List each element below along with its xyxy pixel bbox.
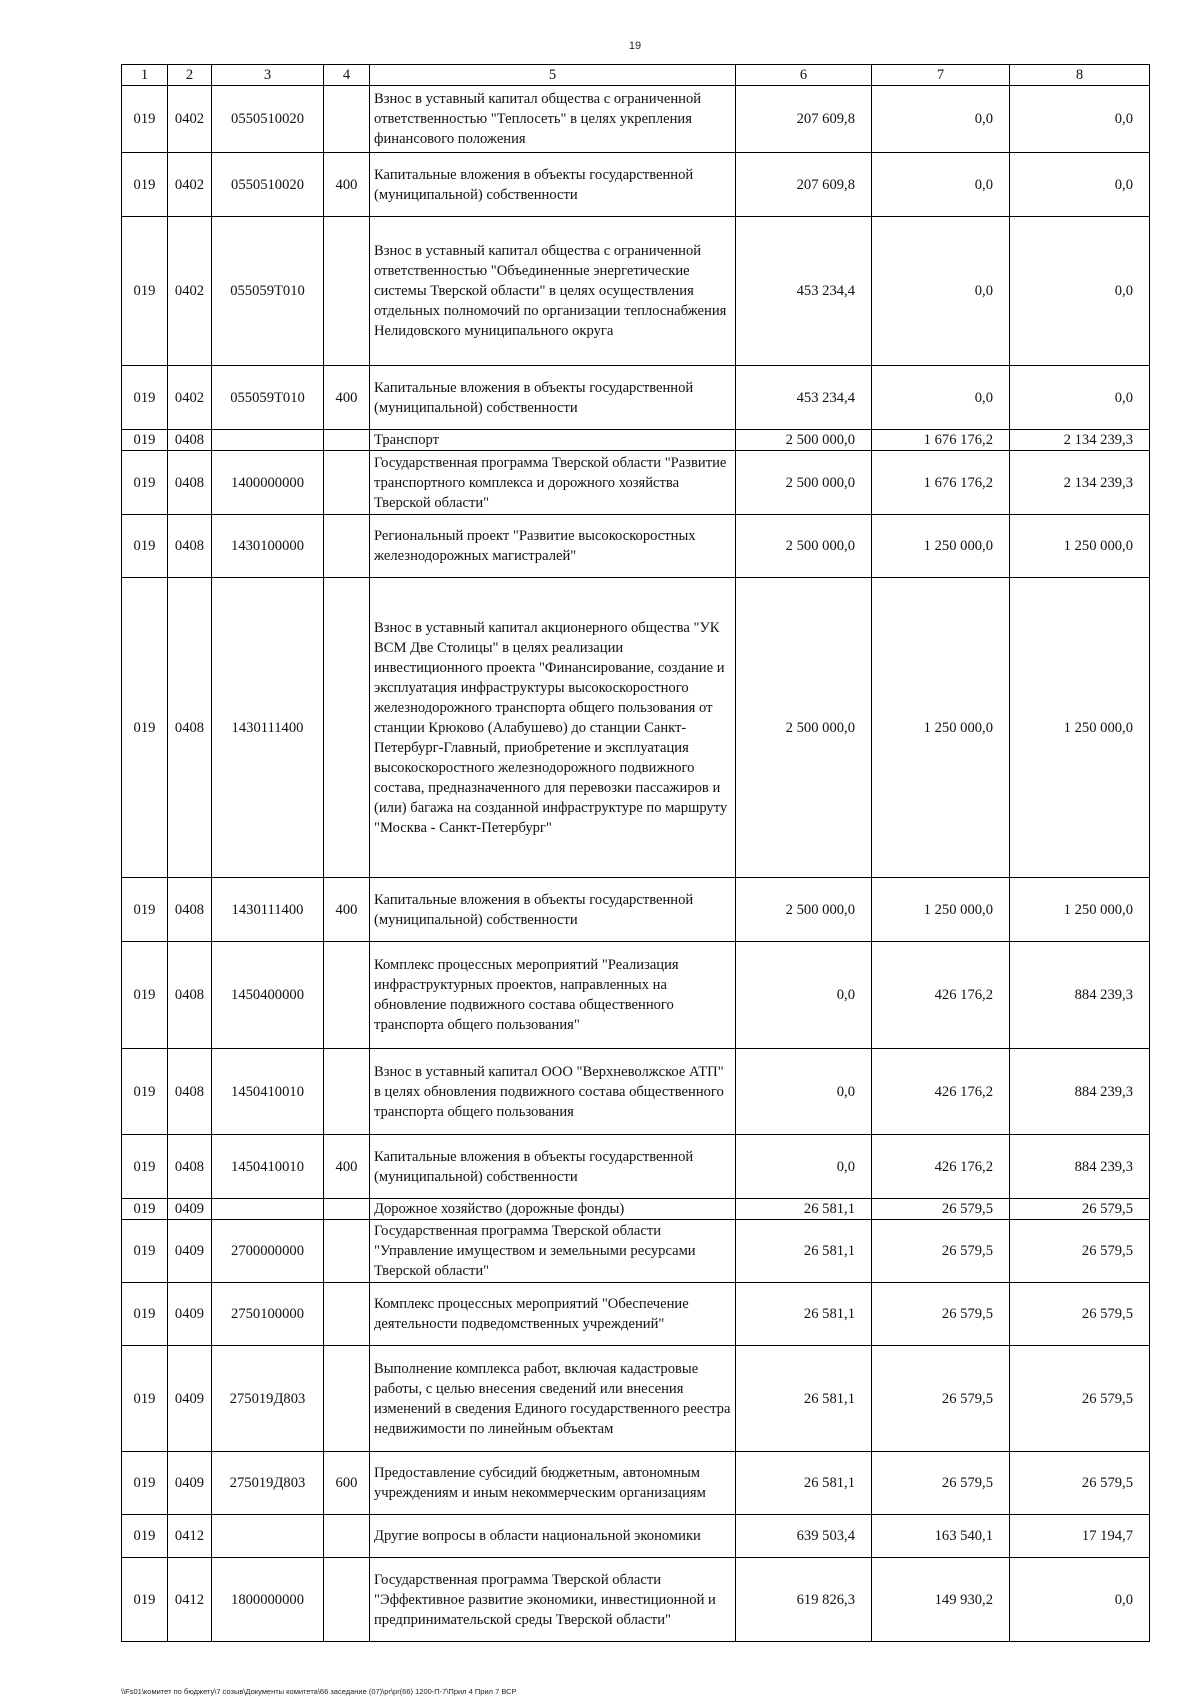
item-name-cell: Капитальные вложения в объекты государственной (муниципальной) собственности <box>370 153 736 217</box>
amount-cell: 453 234,4 <box>736 217 872 366</box>
amount-cell: 2 500 000,0 <box>736 430 872 451</box>
target-item-cell: 055059Т010 <box>212 217 324 366</box>
column-header: 3 <box>212 65 324 86</box>
amount-cell: 453 234,4 <box>736 366 872 430</box>
expense-type-cell <box>324 942 370 1049</box>
amount-cell: 163 540,1 <box>872 1515 1010 1558</box>
target-item-cell <box>212 1199 324 1220</box>
expense-type-cell: 400 <box>324 366 370 430</box>
expense-type-cell <box>324 1515 370 1558</box>
table-row <box>122 1199 1150 1220</box>
expense-type-cell: 400 <box>324 1135 370 1199</box>
column-header: 7 <box>872 65 1010 86</box>
amount-cell: 884 239,3 <box>1010 1135 1150 1199</box>
column-header: 2 <box>168 65 212 86</box>
column-header-row <box>122 65 1150 86</box>
section-code-cell: 0409 <box>168 1283 212 1346</box>
ministry-code-cell: 019 <box>122 86 168 153</box>
ministry-code-cell: 019 <box>122 515 168 578</box>
ministry-code-cell: 019 <box>122 942 168 1049</box>
amount-cell: 2 500 000,0 <box>736 578 872 878</box>
section-code-cell: 0402 <box>168 153 212 217</box>
amount-cell: 26 579,5 <box>872 1452 1010 1515</box>
target-item-cell: 055059Т010 <box>212 366 324 430</box>
amount-cell: 26 579,5 <box>872 1283 1010 1346</box>
item-name-cell: Капитальные вложения в объекты государственной (муниципальной) собственности <box>370 366 736 430</box>
ministry-code-cell: 019 <box>122 217 168 366</box>
amount-cell: 26 579,5 <box>872 1220 1010 1283</box>
amount-cell: 0,0 <box>1010 217 1150 366</box>
column-header: 4 <box>324 65 370 86</box>
column-header: 6 <box>736 65 872 86</box>
section-code-cell: 0412 <box>168 1558 212 1642</box>
amount-cell: 207 609,8 <box>736 86 872 153</box>
amount-cell: 2 134 239,3 <box>1010 430 1150 451</box>
section-code-cell: 0402 <box>168 86 212 153</box>
amount-cell: 26 581,1 <box>736 1346 872 1452</box>
ministry-code-cell: 019 <box>122 1199 168 1220</box>
table-row <box>122 578 1150 878</box>
item-name-cell: Предоставление субсидий бюджетным, автономным учреждениям и иным некоммерческим организациям <box>370 1452 736 1515</box>
expense-type-cell: 400 <box>324 153 370 217</box>
amount-cell: 0,0 <box>1010 1558 1150 1642</box>
amount-cell: 0,0 <box>872 217 1010 366</box>
table-row <box>122 153 1150 217</box>
amount-cell: 1 250 000,0 <box>872 578 1010 878</box>
amount-cell: 1 250 000,0 <box>1010 878 1150 942</box>
target-item-cell: 0550510020 <box>212 153 324 217</box>
amount-cell: 26 579,5 <box>1010 1283 1150 1346</box>
amount-cell: 426 176,2 <box>872 942 1010 1049</box>
ministry-code-cell: 019 <box>122 1346 168 1452</box>
table-row <box>122 1135 1150 1199</box>
table-row <box>122 1220 1150 1283</box>
expense-type-cell <box>324 1049 370 1135</box>
amount-cell: 0,0 <box>1010 366 1150 430</box>
expense-type-cell <box>324 451 370 515</box>
expense-type-cell: 400 <box>324 878 370 942</box>
table-row <box>122 1515 1150 1558</box>
section-code-cell: 0402 <box>168 217 212 366</box>
expense-type-cell <box>324 86 370 153</box>
table-row <box>122 515 1150 578</box>
target-item-cell <box>212 1515 324 1558</box>
item-name-cell: Транспорт <box>370 430 736 451</box>
ministry-code-cell: 019 <box>122 1452 168 1515</box>
amount-cell: 0,0 <box>736 942 872 1049</box>
amount-cell: 26 579,5 <box>1010 1452 1150 1515</box>
amount-cell: 26 581,1 <box>736 1452 872 1515</box>
section-code-cell: 0408 <box>168 942 212 1049</box>
ministry-code-cell: 019 <box>122 878 168 942</box>
item-name-cell: Государственная программа Тверской области "Развитие транспортного комплекса и дорожного хозяйства Тверской области" <box>370 451 736 515</box>
table-row <box>122 217 1150 366</box>
section-code-cell: 0408 <box>168 1049 212 1135</box>
amount-cell: 2 500 000,0 <box>736 515 872 578</box>
budget-table <box>121 64 1150 1642</box>
amount-cell: 884 239,3 <box>1010 942 1150 1049</box>
amount-cell: 149 930,2 <box>872 1558 1010 1642</box>
item-name-cell: Комплекс процессных мероприятий "Обеспечение деятельности подведомственных учреждений" <box>370 1283 736 1346</box>
item-name-cell: Другие вопросы в области национальной экономики <box>370 1515 736 1558</box>
section-code-cell: 0409 <box>168 1452 212 1515</box>
amount-cell: 26 579,5 <box>1010 1346 1150 1452</box>
amount-cell: 1 250 000,0 <box>1010 578 1150 878</box>
ministry-code-cell: 019 <box>122 153 168 217</box>
expense-type-cell <box>324 1220 370 1283</box>
expense-type-cell <box>324 1346 370 1452</box>
amount-cell: 884 239,3 <box>1010 1049 1150 1135</box>
item-name-cell: Дорожное хозяйство (дорожные фонды) <box>370 1199 736 1220</box>
expense-type-cell <box>324 578 370 878</box>
amount-cell: 0,0 <box>872 366 1010 430</box>
table-row <box>122 1346 1150 1452</box>
table-row <box>122 430 1150 451</box>
table-row <box>122 366 1150 430</box>
table-row <box>122 942 1150 1049</box>
target-item-cell: 1450410010 <box>212 1049 324 1135</box>
amount-cell: 639 503,4 <box>736 1515 872 1558</box>
table-row <box>122 1283 1150 1346</box>
document-file-path: \\Fs01\комитет по бюджету\7 созыв\Документы комитета\66 заседание (07)\pr\pr(66) 1200-П-7\Прил 4 Прил 7 ВСР <box>121 1687 517 1696</box>
amount-cell: 619 826,3 <box>736 1558 872 1642</box>
amount-cell: 207 609,8 <box>736 153 872 217</box>
amount-cell: 1 250 000,0 <box>1010 515 1150 578</box>
expense-type-cell: 600 <box>324 1452 370 1515</box>
table-row <box>122 1558 1150 1642</box>
amount-cell: 2 500 000,0 <box>736 878 872 942</box>
section-code-cell: 0408 <box>168 515 212 578</box>
target-item-cell: 275019Д803 <box>212 1346 324 1452</box>
expense-type-cell <box>324 1199 370 1220</box>
amount-cell: 0,0 <box>1010 86 1150 153</box>
table-row <box>122 878 1150 942</box>
section-code-cell: 0409 <box>168 1199 212 1220</box>
amount-cell: 2 500 000,0 <box>736 451 872 515</box>
amount-cell: 26 581,1 <box>736 1220 872 1283</box>
item-name-cell: Капитальные вложения в объекты государственной (муниципальной) собственности <box>370 878 736 942</box>
ministry-code-cell: 019 <box>122 1049 168 1135</box>
target-item-cell: 2700000000 <box>212 1220 324 1283</box>
amount-cell: 1 676 176,2 <box>872 451 1010 515</box>
table-row <box>122 1049 1150 1135</box>
section-code-cell: 0408 <box>168 878 212 942</box>
item-name-cell: Взнос в уставный капитал общества с ограниченной ответственностью "Объединенные энергетические системы Тверской области" в целях осуществления отдельных полномочий по организации теплоснабжения Нелидовского муниципального округа <box>370 217 736 366</box>
expense-type-cell <box>324 515 370 578</box>
section-code-cell: 0408 <box>168 451 212 515</box>
target-item-cell: 1800000000 <box>212 1558 324 1642</box>
amount-cell: 2 134 239,3 <box>1010 451 1150 515</box>
amount-cell: 26 581,1 <box>736 1199 872 1220</box>
item-name-cell: Комплекс процессных мероприятий "Реализация инфраструктурных проектов, направленных на обновление подвижного состава общественного транспорта общего пользования" <box>370 942 736 1049</box>
amount-cell: 0,0 <box>872 86 1010 153</box>
target-item-cell: 2750100000 <box>212 1283 324 1346</box>
ministry-code-cell: 019 <box>122 578 168 878</box>
target-item-cell: 1400000000 <box>212 451 324 515</box>
section-code-cell: 0409 <box>168 1346 212 1452</box>
amount-cell: 1 676 176,2 <box>872 430 1010 451</box>
page-number: 19 <box>628 40 642 52</box>
item-name-cell: Взнос в уставный капитал акционерного общества "УК ВСМ Две Столицы" в целях реализации инвестиционного проекта "Финансирование, создание и эксплуатация инфраструктуры высокоскоростного железнодорожного транспорта общего пользования от станции Крюково (Алабушево) до станции Санкт-Петербург-Главный, приобретение и эксплуатация высокоскоростного железнодорожного подвижного состава, предназначенного для перевозки пассажиров и (или) багажа на созданной инфраструктуре по маршруту "Москва - Санкт-Петербург" <box>370 578 736 878</box>
item-name-cell: Выполнение комплекса работ, включая кадастровые работы, с целью внесения сведений или внесения изменений в сведения Единого государственного реестра недвижимости по линейным объектам <box>370 1346 736 1452</box>
table-row <box>122 86 1150 153</box>
expense-type-cell <box>324 1558 370 1642</box>
column-header: 5 <box>370 65 736 86</box>
item-name-cell: Государственная программа Тверской области "Эффективное развитие экономики, инвестиционной и предпринимательской среды Тверской области" <box>370 1558 736 1642</box>
amount-cell: 1 250 000,0 <box>872 878 1010 942</box>
ministry-code-cell: 019 <box>122 1283 168 1346</box>
target-item-cell: 275019Д803 <box>212 1452 324 1515</box>
ministry-code-cell: 019 <box>122 1515 168 1558</box>
target-item-cell: 1450400000 <box>212 942 324 1049</box>
expense-type-cell <box>324 217 370 366</box>
ministry-code-cell: 019 <box>122 1220 168 1283</box>
amount-cell: 0,0 <box>1010 153 1150 217</box>
item-name-cell: Взнос в уставный капитал общества с ограниченной ответственностью "Теплосеть" в целях укрепления финансового положения <box>370 86 736 153</box>
item-name-cell: Взнос в уставный капитал ООО "Верхневолжское АТП" в целях обновления подвижного состава общественного транспорта общего пользования <box>370 1049 736 1135</box>
ministry-code-cell: 019 <box>122 451 168 515</box>
amount-cell: 1 250 000,0 <box>872 515 1010 578</box>
column-header: 1 <box>122 65 168 86</box>
target-item-cell: 1430100000 <box>212 515 324 578</box>
amount-cell: 17 194,7 <box>1010 1515 1150 1558</box>
item-name-cell: Региональный проект "Развитие высокоскоростных железнодорожных магистралей" <box>370 515 736 578</box>
ministry-code-cell: 019 <box>122 366 168 430</box>
amount-cell: 26 579,5 <box>872 1199 1010 1220</box>
amount-cell: 426 176,2 <box>872 1049 1010 1135</box>
amount-cell: 26 579,5 <box>1010 1199 1150 1220</box>
target-item-cell: 1450410010 <box>212 1135 324 1199</box>
table-row <box>122 451 1150 515</box>
amount-cell: 426 176,2 <box>872 1135 1010 1199</box>
section-code-cell: 0408 <box>168 1135 212 1199</box>
amount-cell: 26 579,5 <box>1010 1220 1150 1283</box>
amount-cell: 26 579,5 <box>872 1346 1010 1452</box>
amount-cell: 26 581,1 <box>736 1283 872 1346</box>
section-code-cell: 0408 <box>168 578 212 878</box>
expense-type-cell <box>324 1283 370 1346</box>
amount-cell: 0,0 <box>736 1135 872 1199</box>
item-name-cell: Государственная программа Тверской области "Управление имуществом и земельными ресурсами Тверской области" <box>370 1220 736 1283</box>
ministry-code-cell: 019 <box>122 1558 168 1642</box>
table-row <box>122 1452 1150 1515</box>
target-item-cell: 0550510020 <box>212 86 324 153</box>
section-code-cell: 0402 <box>168 366 212 430</box>
amount-cell: 0,0 <box>872 153 1010 217</box>
item-name-cell: Капитальные вложения в объекты государственной (муниципальной) собственности <box>370 1135 736 1199</box>
target-item-cell: 1430111400 <box>212 578 324 878</box>
ministry-code-cell: 019 <box>122 1135 168 1199</box>
section-code-cell: 0408 <box>168 430 212 451</box>
target-item-cell <box>212 430 324 451</box>
section-code-cell: 0409 <box>168 1220 212 1283</box>
ministry-code-cell: 019 <box>122 430 168 451</box>
amount-cell: 0,0 <box>736 1049 872 1135</box>
section-code-cell: 0412 <box>168 1515 212 1558</box>
column-header: 8 <box>1010 65 1150 86</box>
target-item-cell: 1430111400 <box>212 878 324 942</box>
expense-type-cell <box>324 430 370 451</box>
